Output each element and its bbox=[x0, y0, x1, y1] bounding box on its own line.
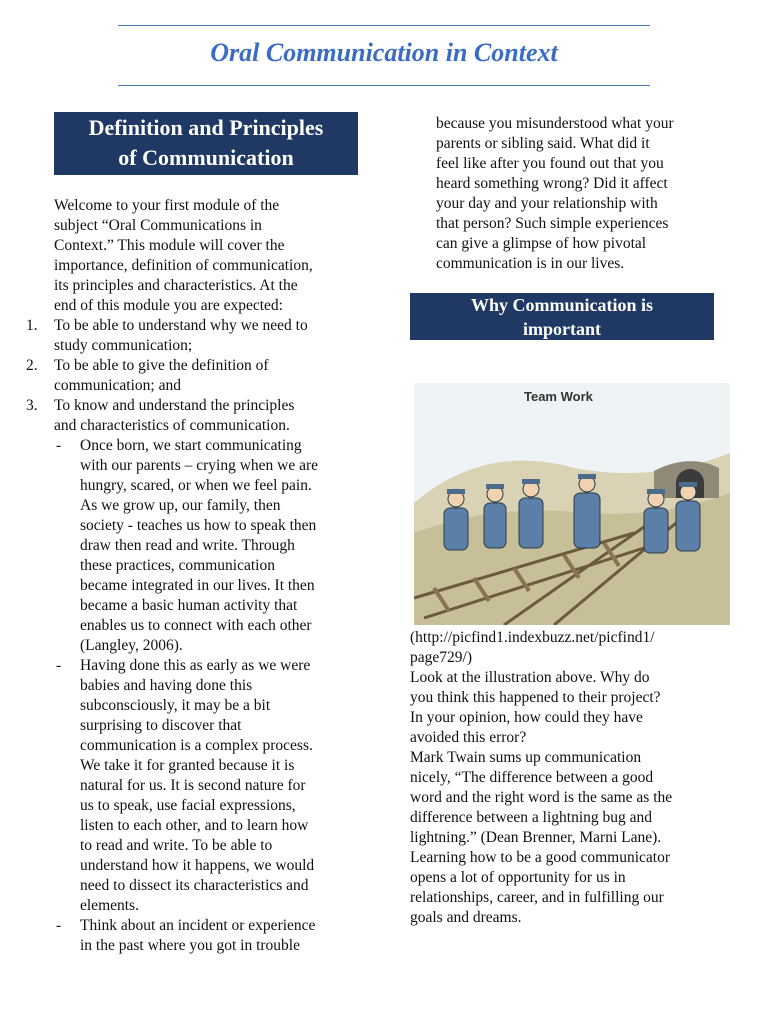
text-line: need to dissect its characteristics and bbox=[80, 877, 309, 894]
text-line: because you misunderstood what your bbox=[436, 115, 674, 132]
text-line: its principles and characteristics. At the bbox=[54, 277, 298, 294]
text-line: Having done this as early as we were bbox=[80, 657, 311, 674]
continuation-paragraph bbox=[410, 114, 730, 274]
bullet-dash: - bbox=[56, 917, 62, 934]
text-line: opens a lot of opportunity for us in bbox=[410, 869, 626, 886]
text-line: page729/) bbox=[410, 649, 472, 666]
text-line: word and the right word is the same as the bbox=[410, 789, 673, 806]
intro-paragraph bbox=[0, 196, 380, 316]
text-line: difference between a lightning bug and bbox=[410, 809, 653, 826]
text-line: us to speak, use facial expressions, bbox=[80, 797, 296, 814]
text-line: Learning how to be a good communicator bbox=[410, 849, 670, 866]
header-bottom-rule bbox=[118, 85, 650, 86]
bullet-item bbox=[0, 916, 380, 956]
text-line: avoided this error? bbox=[410, 729, 527, 746]
text-line: that person? Such simple experiences bbox=[436, 215, 669, 232]
text-line: understand how it happens, we would bbox=[80, 857, 315, 874]
text-line: Context.” This module will cover the bbox=[54, 237, 285, 254]
body-paragraph bbox=[410, 668, 730, 928]
left-column bbox=[0, 196, 380, 956]
text-line: nicely, “The difference between a good bbox=[410, 769, 654, 786]
section-heading-why bbox=[410, 293, 714, 340]
item-number: 3. bbox=[26, 397, 38, 414]
text-line: To be able to understand why we need to bbox=[54, 317, 308, 334]
text-line: parents or sibling said. What did it bbox=[436, 135, 650, 152]
bullet-dash: - bbox=[56, 657, 62, 674]
text-line: natural for us. It is second nature for bbox=[80, 777, 306, 794]
numbered-item bbox=[0, 396, 380, 436]
text-line: goals and dreams. bbox=[410, 909, 522, 926]
section-heading-definition bbox=[54, 112, 358, 175]
text-line: with our parents – crying when we are bbox=[80, 457, 319, 474]
text-line: can give a glimpse of how pivotal bbox=[436, 235, 647, 252]
text-line: To be able to give the definition of bbox=[54, 357, 269, 374]
text-line: (Langley, 2006). bbox=[80, 637, 183, 654]
text-line: lightning.” (Dean Brenner, Marni Lane). bbox=[410, 829, 662, 846]
text-line: these practices, communication bbox=[80, 557, 275, 574]
section-heading-line: of Communication bbox=[118, 145, 294, 170]
bullet-dash: - bbox=[56, 437, 62, 454]
text-line: We take it for granted because it is bbox=[80, 757, 295, 774]
header-top-rule bbox=[118, 25, 650, 26]
text-line: end of this module you are expected: bbox=[54, 297, 283, 314]
text-line: elements. bbox=[80, 897, 139, 914]
text-line: communication; and bbox=[54, 377, 181, 394]
text-line: to read and write. To be able to bbox=[80, 837, 273, 854]
text-line: and characteristics of communication. bbox=[54, 417, 290, 434]
text-line: Mark Twain sums up communication bbox=[410, 749, 642, 766]
text-line: heard something wrong? Did it affect bbox=[436, 175, 668, 192]
text-line: you think this happened to their project? bbox=[410, 689, 661, 706]
text-line: listen to each other, and to learn how bbox=[80, 817, 309, 834]
text-line: Think about an incident or experience bbox=[80, 917, 316, 934]
bullet-item bbox=[0, 436, 380, 656]
page-title: Oral Communication in Context bbox=[210, 38, 558, 67]
text-line: communication is a complex process. bbox=[80, 737, 313, 754]
text-line: babies and having done this bbox=[80, 677, 253, 694]
item-number: 2. bbox=[26, 357, 38, 374]
text-line: society - teaches us how to speak then bbox=[80, 517, 317, 534]
text-line: draw then read and write. Through bbox=[80, 537, 295, 554]
section-heading-line: Why Communication is bbox=[470, 295, 654, 315]
text-line: Look at the illustration above. Why do bbox=[410, 669, 650, 686]
section-heading-line: important bbox=[523, 319, 601, 339]
text-line: relationships, career, and in fulfilling our bbox=[410, 889, 664, 906]
text-line: study communication; bbox=[54, 337, 193, 354]
right-lower-text bbox=[410, 628, 730, 928]
text-line: (http://picfind1.indexbuzz.net/picfind1/ bbox=[410, 629, 655, 646]
text-line: Once born, we start communicating bbox=[80, 437, 302, 454]
text-line: hungry, scared, or when we feel pain. bbox=[80, 477, 312, 494]
numbered-item bbox=[0, 356, 380, 396]
text-line: subject “Oral Communications in bbox=[54, 217, 262, 234]
text-line: surprising to discover that bbox=[80, 717, 242, 734]
image-source bbox=[410, 628, 730, 668]
text-line: As we grow up, our family, then bbox=[80, 497, 281, 514]
text-line: Welcome to your first module of the bbox=[54, 197, 280, 214]
bullet-item bbox=[0, 656, 380, 916]
text-line: in the past where you got in trouble bbox=[80, 937, 300, 954]
text-line: importance, definition of communication, bbox=[54, 257, 313, 274]
illustration-caption: Team Work bbox=[524, 389, 593, 404]
text-line: communication is in our lives. bbox=[436, 255, 625, 272]
section-heading-line: Definition and Principles bbox=[88, 115, 324, 140]
text-line: enables us to connect with each other bbox=[80, 617, 312, 634]
text-line: In your opinion, how could they have bbox=[410, 709, 643, 726]
numbered-item bbox=[0, 316, 380, 356]
item-number: 1. bbox=[26, 317, 38, 334]
text-line: became a basic human activity that bbox=[80, 597, 298, 614]
text-line: became integrated in our lives. It then bbox=[80, 577, 315, 594]
text-line: your day and your relationship with bbox=[436, 195, 658, 212]
text-line: subconsciously, it may be a bit bbox=[80, 697, 271, 714]
teamwork-illustration bbox=[414, 383, 730, 625]
text-line: To know and understand the principles bbox=[54, 397, 295, 414]
right-column bbox=[410, 114, 730, 274]
text-line: feel like after you found out that you bbox=[436, 155, 664, 172]
